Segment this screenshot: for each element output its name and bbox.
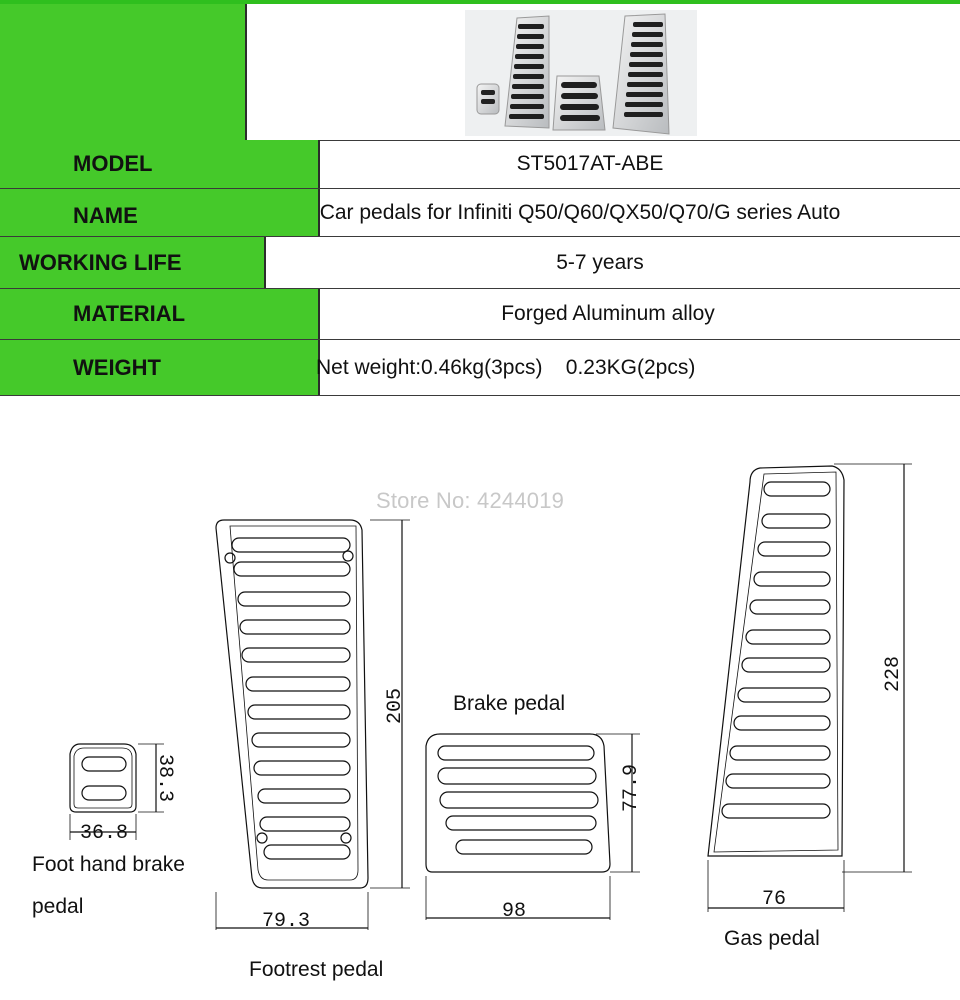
footrest-height-dim: 205 [384,687,407,725]
spec-label-name: NAME [0,189,320,236]
spec-row-weight [0,340,960,396]
hand-brake-width-dim: 36.8 [80,822,129,845]
spec-table [0,0,960,396]
spec-label-weight: WEIGHT [0,340,320,395]
footrest-pedal-outline [216,520,410,930]
photo-row-label-cell [0,4,247,140]
caption-footrest-pedal: Footrest pedal [249,958,384,981]
spec-label-material: MATERIAL [0,289,320,339]
brake-pedal-outline [426,734,640,920]
spec-row-working-life [0,237,960,289]
store-watermark: Store No: 4244019 [376,488,565,513]
spec-value-working-life: 5-7 years [556,250,644,274]
spec-value-model: ST5017AT-ABE [516,152,664,175]
spec-row-name [0,189,960,237]
brake-height-dim: 77.9 [620,763,643,813]
caption-hand-brake-line2: pedal [32,895,84,918]
footrest-width-dim: 79.3 [262,910,311,933]
gas-height-dim: 228 [882,655,905,693]
brake-width-dim: 98 [502,900,527,923]
hand-brake-height-dim: 38.3 [153,753,176,803]
caption-gas-pedal: Gas pedal [724,927,820,950]
caption-hand-brake-line1: Foot hand brake [32,853,185,876]
spec-value-name: Car pedals for Infiniti Q50/Q60/QX50/Q70/G series Auto [319,200,841,224]
spec-value-weight: Net weight:0.46kg(3pcs) 0.23KG(2pcs) [316,355,696,379]
caption-brake-pedal: Brake pedal [453,692,566,715]
spec-label-working-life: WORKING LIFE [0,237,266,288]
spec-row-material [0,289,960,340]
gas-width-dim: 76 [762,888,787,911]
spec-row-model [0,140,960,189]
photo-row [0,4,960,141]
spec-label-model: MODEL [0,140,320,188]
product-photo [465,10,697,136]
spec-value-material: Forged Aluminum alloy [501,302,715,325]
